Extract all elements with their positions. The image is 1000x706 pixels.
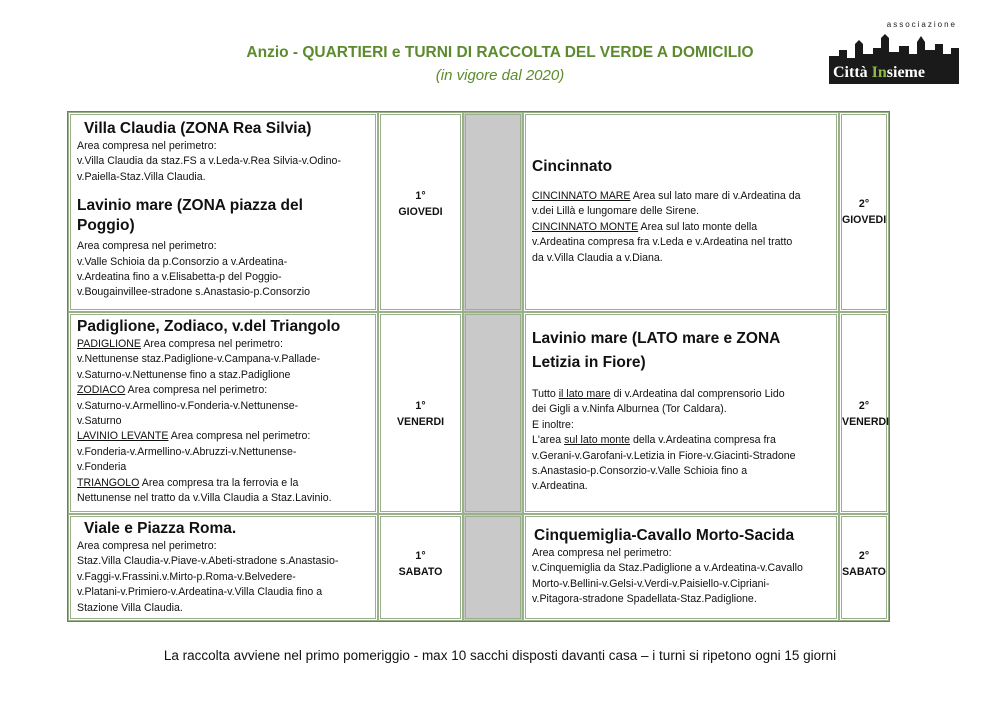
zone-text: v.Gerani-v.Garofani-v.Letizia in Fiore-v.Giacinti-Stradone: [532, 449, 796, 462]
zone-text-part: di v.Ardeatina dal comprensorio Lido: [610, 388, 785, 400]
zone-text: [77, 476, 375, 491]
turn-cell: [378, 514, 463, 621]
subzone-label: LAVINIO LEVANTE: [77, 430, 169, 443]
zone-text-part: Area compresa tra la ferrovia e la: [139, 476, 299, 489]
zone-text: [532, 433, 836, 448]
zone-text: v.dei Lillà e lungomare delle Sirene.: [532, 205, 700, 218]
zone-title: Lavinio mare (LATO mare e ZONA: [532, 330, 781, 347]
zone-cell-padiglione: [68, 312, 378, 514]
zone-text: v.Saturno-v.Armellino-v.Fonderia-v.Nettunense-: [77, 399, 299, 412]
separator-cell: [463, 312, 523, 514]
zone-text: E inoltre:: [532, 418, 574, 431]
zone-text: v.Ardeatina fino a v.Elisabetta-p del Poggio-: [77, 271, 282, 284]
zone-text: [77, 337, 375, 352]
turn-cell: [839, 312, 889, 514]
zone-text: v.Saturno: [77, 415, 122, 428]
zone-text: v.Ardeatina compresa fra v.Leda e v.Ardeatina nel tratto: [532, 236, 793, 249]
separator-cell: [463, 112, 523, 312]
logo-name-part-b: In: [871, 64, 887, 81]
zone-cell-cinquemiglia: [523, 514, 839, 621]
zone-text: v.Nettunense staz.Padiglione-v.Campana-v.Pallade-: [77, 353, 321, 366]
turn-cell: [378, 312, 463, 514]
zone-cell-cincinnato: [523, 112, 839, 312]
turn-day: GIOVEDI: [398, 206, 443, 218]
zone-text-part: Area compresa nel perimetro:: [168, 430, 311, 443]
zone-title: Padiglione, Zodiaco, v.del Triangolo: [77, 318, 341, 335]
zone-title: Poggio): [77, 217, 135, 235]
zone-text: v.Paiella-Staz.Villa Claudia.: [77, 170, 206, 183]
zone-text: v.Cinquemiglia da Staz.Padiglione a v.Ardeatina-v.Cavallo: [532, 562, 803, 575]
zone-text-part: della v.Ardeatina compresa fra: [630, 434, 776, 447]
zone-text: v.Bougainvillee-stradone s.Anastasio-p.Consorzio: [77, 286, 310, 299]
zone-text-part: Area sul lato monte della: [638, 220, 758, 233]
turn-number: 1°: [415, 190, 426, 202]
subzone-label: PADIGLIONE: [77, 338, 141, 350]
zone-text: [77, 383, 375, 398]
footer-note: La raccolta avviene nel primo pomeriggio - max 10 sacchi disposti davanti casa – i turni si ripetono ogni 15 giorni: [163, 648, 837, 663]
zone-text: [532, 387, 836, 402]
zone-text-part: Area compresa nel perimetro:: [140, 338, 283, 350]
zone-title: Villa Claudia (ZONA Rea Silvia): [84, 120, 312, 137]
document-subtitle: (in vigore dal 2020): [435, 67, 565, 84]
turn-day: VENERDI: [396, 416, 445, 428]
zone-text: [532, 189, 836, 204]
zone-text: v.Fonderia-v.Armellino-v.Abruzzi-v.Nettunense-: [77, 445, 297, 458]
zone-text: dei Gigli a v.Ninfa Alburnea (Tor Caldara).: [532, 403, 727, 416]
zone-text: v.Fonderia: [77, 461, 127, 474]
zone-text: v.Faggi-v.Frassini.v.Mirto-p.Roma-v.Belvedere-: [77, 570, 296, 583]
zone-cell-villa-claudia: [68, 112, 378, 312]
zone-text: da v.Villa Claudia a v.Diana.: [532, 251, 663, 264]
turn-day: VENERDI: [842, 416, 890, 428]
document-title: Anzio - QUARTIERI e TURNI DI RACCOLTA DEL VERDE A DOMICILIO: [246, 44, 754, 61]
zone-text: Area compresa nel perimetro:: [77, 240, 217, 253]
logo-name: [833, 64, 925, 82]
zone-text: Staz.Villa Claudia-v.Piave-v.Abeti-stradone s.Anastasio-: [77, 555, 339, 568]
zone-text: Area compresa nel perimetro:: [532, 547, 672, 559]
zone-title: Viale e Piazza Roma.: [84, 520, 237, 537]
zone-text: v.Platani-v.Primiero-v.Ardeatina-v.Villa Claudia fino a: [77, 586, 323, 599]
zone-title: Letizia in Fiore): [532, 354, 646, 371]
turn-number: 1°: [415, 400, 426, 412]
turn-number: 2°: [858, 550, 870, 562]
zone-text-part: Area compresa nel perimetro:: [125, 384, 268, 397]
zone-text: Area compresa nel perimetro:: [77, 540, 217, 552]
zone-text: Stazione Villa Claudia.: [77, 601, 183, 614]
zone-title: Cincinnato: [532, 158, 613, 175]
citta-insieme-logo: [829, 14, 959, 84]
zone-title: Cinquemiglia-Cavallo Morto-Sacida: [534, 527, 795, 544]
turn-number: 2°: [858, 400, 870, 412]
zone-text: s.Anastasio-p.Consorzio-v.Valle Schioia fino a: [532, 465, 748, 478]
separator-cell: [463, 514, 523, 621]
zone-text: v.Saturno-v.Nettunense fino a staz.Padiglione: [77, 368, 291, 381]
logo-name-part-a: Città: [833, 64, 872, 81]
zone-text-underlined: sul lato monte: [564, 434, 631, 447]
subzone-label: ZODIACO: [77, 384, 126, 397]
zone-text: v.Pitagora-stradone Spadellata-Staz.Padiglione.: [532, 593, 757, 606]
zone-text: v.Villa Claudia da staz.FS a v.Leda-v.Rea Silvia-v.Odino-: [77, 155, 341, 168]
turn-number: 1°: [415, 550, 426, 562]
zone-cell-lavinio-mare: [523, 312, 839, 514]
zone-text-part: L'area: [532, 434, 565, 447]
turn-cell: [378, 112, 463, 312]
turn-day: SABATO: [398, 566, 443, 578]
zone-title: Lavinio mare (ZONA piazza del: [77, 197, 303, 215]
zone-text-part: Area sul lato mare di v.Ardeatina da: [630, 190, 801, 202]
turn-cell: [839, 514, 889, 621]
zones-table: [67, 111, 890, 622]
logo-name-part-c: sieme: [886, 64, 925, 81]
zone-text-underlined: il lato mare: [558, 388, 611, 400]
subzone-label: CINCINNATO MONTE: [532, 220, 639, 233]
turn-day: SABATO: [842, 566, 886, 578]
zone-text: v.Valle Schioia da p.Consorzio a v.Ardeatina-: [77, 255, 288, 268]
turn-day: GIOVEDI: [842, 214, 887, 226]
zone-text: [77, 429, 375, 444]
turn-number: 2°: [858, 198, 870, 210]
subzone-label: CINCINNATO MARE: [532, 190, 631, 202]
zone-cell-piazza-roma: [68, 514, 378, 621]
zone-text: [532, 220, 836, 235]
zone-text: v.Ardeatina.: [532, 480, 588, 493]
logo-association-text: associazione: [886, 20, 957, 29]
turn-cell: [839, 112, 889, 312]
zone-text: Nettunense nel tratto da v.Villa Claudia a Staz.Lavinio.: [77, 492, 332, 505]
zone-text: Area compresa nel perimetro:: [77, 140, 217, 152]
zone-text: Morto-v.Bellini-v.Gelsi-v.Verdi-v.Paisiello-v.Cipriani-: [532, 577, 770, 590]
subzone-label: TRIANGOLO: [77, 476, 140, 489]
zone-text-part: Tutto: [532, 388, 559, 400]
